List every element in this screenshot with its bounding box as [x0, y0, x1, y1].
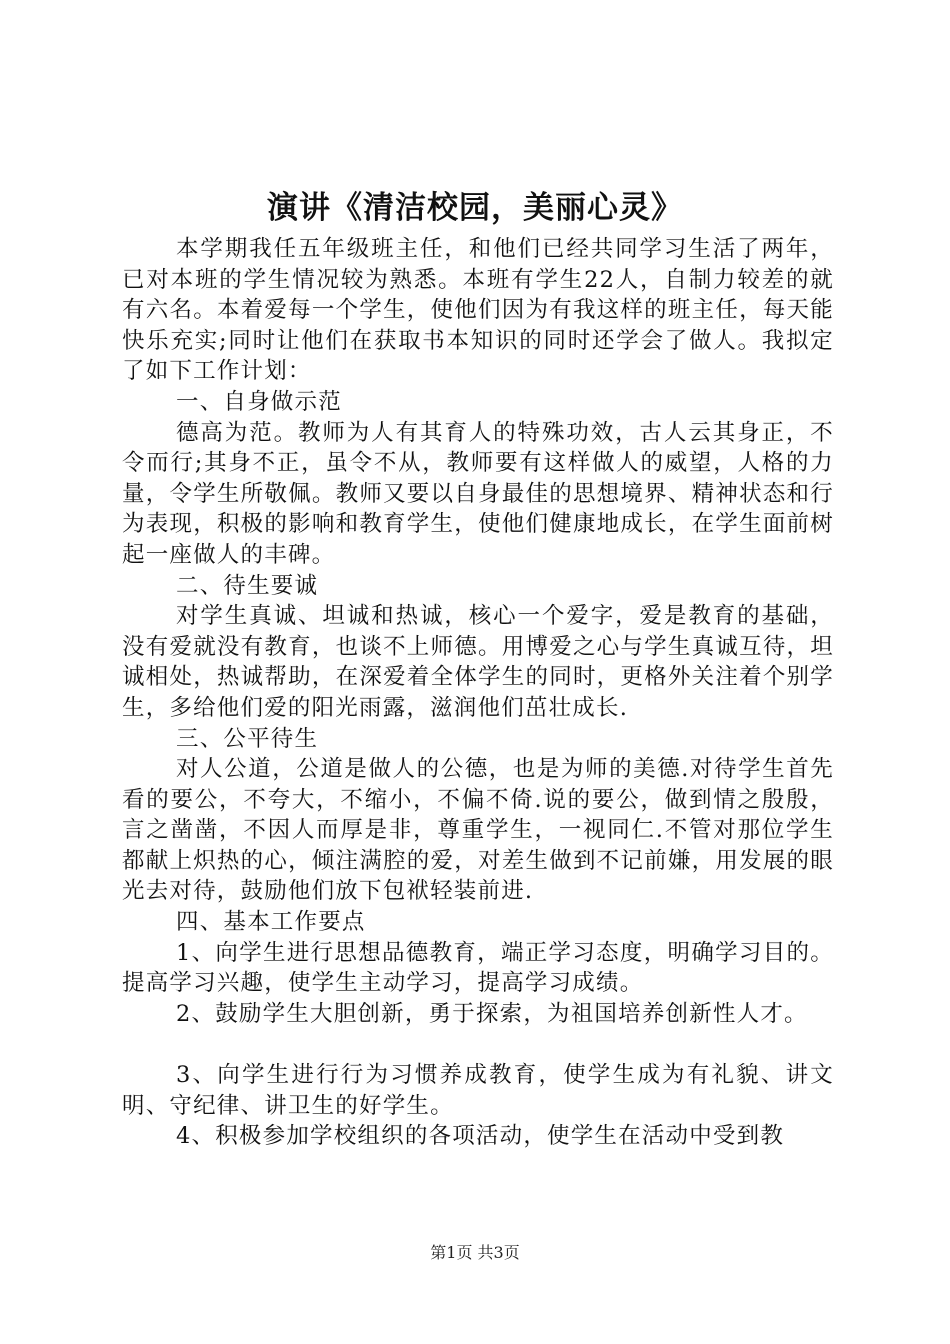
page-title: 演讲《清洁校园，美丽心灵》: [267, 190, 683, 226]
section-heading-4: 四、基本工作要点: [176, 909, 366, 936]
page-number-footer: 第1页 共3页: [430, 1243, 520, 1262]
blank-line: [122, 1029, 834, 1060]
list-item-4: 4、积极参加学校组织的各项活动，使学生在活动中受到教: [176, 1123, 785, 1150]
section-heading-1: 一、自身做示范: [176, 388, 342, 415]
paragraph-section-2: 对学生真诚、坦诚和热诚，核心一个爱字，爱是教育的基础，没有爱就没有教育，也谈不上师德。用博爱之心与学生真诚互待，坦诚相处，热诚帮助，在深爱着全体学生的同时，更格外关注着个别学生，多给他们爱的阳光雨露，滋润他们茁壮成长.: [122, 603, 834, 721]
section-heading-2: 二、待生要诚: [176, 572, 319, 599]
paragraph-intro: 本学期我任五年级班主任，和他们已经共同学习生活了两年，已对本班的学生情况较为熟悉。本班有学生22人，自制力较差的就有六名。本着爱每一个学生，使他们因为有我这样的班主任，每天能快乐充实;同时让他们在获取书本知识的同时还学会了做人。我拟定了如下工作计划：: [122, 236, 834, 385]
list-item-3: 3、向学生进行行为习惯养成教育，使学生成为有礼貌、讲文明、守纪律、讲卫生的好学生。: [122, 1062, 834, 1119]
list-item-2: 2、鼓励学生大胆创新，勇于探索，为祖国培养创新性人才。: [176, 1000, 808, 1027]
paragraph-section-1: 德高为范。教师为人有其育人的特殊功效，古人云其身正，不令而行;其身不正，虽令不从，教师要有这样做人的威望，人格的力量，令学生所敬佩。教师又要以自身最佳的思想境界、精神状态和行为表现，积极的影响和教育学生，使他们健康地成长，在学生面前树起一座做人的丰碑。: [122, 419, 834, 568]
list-item-1: 1、向学生进行思想品德教育，端正学习态度，明确学习目的。提高学习兴趣，使学生主动学习，提高学习成绩。: [122, 939, 834, 997]
paragraph-section-3: 对人公道，公道是做人的公德，也是为师的美德.对待学生首先看的要公，不夸大，不缩小，不偏不倚.说的要公，做到情之殷殷，言之凿凿，不因人而厚是非，尊重学生，一视同仁.不管对那位学生都献上炽热的心，倾注满腔的爱，对差生做到不记前嫌，用发展的眼光去对待，鼓励他们放下包袱轻装前进.: [122, 756, 834, 905]
document-body: [122, 234, 834, 1152]
section-heading-3: 三、公平待生: [176, 725, 319, 752]
